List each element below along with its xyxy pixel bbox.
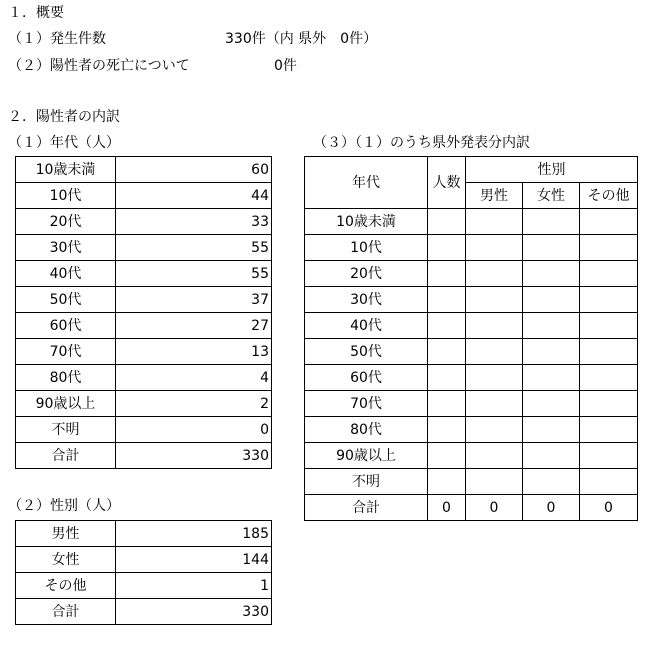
age-table-title: （１）年代（人）	[8, 135, 120, 151]
header-gender: 性別	[466, 157, 638, 183]
table-row	[16, 339, 272, 365]
row-value: 1	[116, 573, 272, 599]
cell-count	[428, 365, 466, 391]
occurrence-value: 330件（内 県外 0件）	[225, 31, 378, 47]
row-label: 女性	[16, 547, 116, 573]
table-row	[16, 365, 272, 391]
table-row	[305, 261, 638, 287]
row-label: その他	[16, 573, 116, 599]
age-table	[15, 156, 272, 469]
deaths-value: 0件	[274, 58, 297, 74]
table-row	[305, 443, 638, 469]
cell-other: 0	[580, 495, 638, 521]
cell-male	[466, 391, 523, 417]
table-row	[16, 313, 272, 339]
table-row	[16, 599, 272, 625]
row-label: 20代	[16, 209, 116, 235]
cell-male	[466, 443, 523, 469]
row-label: 10歳未満	[16, 157, 116, 183]
table-row	[16, 261, 272, 287]
summary-heading: １．概要	[8, 5, 64, 21]
cell-female	[523, 209, 580, 235]
cell-label: 10代	[305, 235, 428, 261]
cell-female	[523, 469, 580, 495]
row-label: 40代	[16, 261, 116, 287]
table-row	[16, 547, 272, 573]
cell-male: 0	[466, 495, 523, 521]
cell-other	[580, 235, 638, 261]
cell-other	[580, 209, 638, 235]
cell-male	[466, 235, 523, 261]
cell-label: 20代	[305, 261, 428, 287]
table-row	[305, 365, 638, 391]
cell-male	[466, 365, 523, 391]
cell-other	[580, 469, 638, 495]
deaths-label: （２）陽性者の死亡について	[8, 58, 190, 74]
row-label: 男性	[16, 521, 116, 547]
row-value: 27	[116, 313, 272, 339]
header-age: 年代	[305, 157, 428, 209]
gender-table-body	[16, 521, 272, 625]
row-value: 4	[116, 365, 272, 391]
row-label: 不明	[16, 417, 116, 443]
row-value: 55	[116, 235, 272, 261]
cell-label: 30代	[305, 287, 428, 313]
cell-female	[523, 313, 580, 339]
gender-table-title: （２）性別（人）	[8, 498, 120, 514]
row-label: 70代	[16, 339, 116, 365]
age-table-body	[16, 157, 272, 469]
cell-label: 80代	[305, 417, 428, 443]
cell-male	[466, 339, 523, 365]
cell-male	[466, 417, 523, 443]
cell-female	[523, 287, 580, 313]
outside-header-row	[305, 157, 638, 183]
table-row	[16, 157, 272, 183]
row-value: 0	[116, 417, 272, 443]
cell-female	[523, 235, 580, 261]
row-value: 13	[116, 339, 272, 365]
row-label: 80代	[16, 365, 116, 391]
cell-female	[523, 339, 580, 365]
table-row	[305, 469, 638, 495]
cell-male	[466, 209, 523, 235]
row-label: 60代	[16, 313, 116, 339]
cell-other	[580, 313, 638, 339]
cell-male	[466, 469, 523, 495]
row-value: 55	[116, 261, 272, 287]
cell-count	[428, 339, 466, 365]
table-row	[305, 209, 638, 235]
row-label: 30代	[16, 235, 116, 261]
row-value: 44	[116, 183, 272, 209]
cell-other	[580, 391, 638, 417]
cell-count	[428, 209, 466, 235]
row-label: 10代	[16, 183, 116, 209]
header-other: その他	[580, 183, 638, 209]
cell-label: 40代	[305, 313, 428, 339]
cell-female	[523, 261, 580, 287]
cell-other	[580, 417, 638, 443]
cell-count	[428, 443, 466, 469]
table-row	[16, 417, 272, 443]
cell-other	[580, 261, 638, 287]
table-row	[305, 417, 638, 443]
cell-count	[428, 261, 466, 287]
row-label: 90歳以上	[16, 391, 116, 417]
row-value: 60	[116, 157, 272, 183]
table-row	[305, 287, 638, 313]
cell-female	[523, 443, 580, 469]
table-row	[16, 391, 272, 417]
table-row	[16, 521, 272, 547]
table-row	[305, 391, 638, 417]
outside-table	[304, 156, 638, 521]
cell-count	[428, 391, 466, 417]
row-value: 185	[116, 521, 272, 547]
row-label: 50代	[16, 287, 116, 313]
cell-female	[523, 365, 580, 391]
cell-male	[466, 313, 523, 339]
cell-female	[523, 417, 580, 443]
table-row	[16, 573, 272, 599]
cell-label: 90歳以上	[305, 443, 428, 469]
cell-other	[580, 339, 638, 365]
cell-count: 0	[428, 495, 466, 521]
cell-label: 50代	[305, 339, 428, 365]
row-value: 144	[116, 547, 272, 573]
header-count: 人数	[428, 157, 466, 209]
row-label: 合計	[16, 443, 116, 469]
table-row	[305, 313, 638, 339]
breakdown-heading: ２．陽性者の内訳	[8, 109, 120, 125]
cell-male	[466, 287, 523, 313]
cell-count	[428, 469, 466, 495]
header-male: 男性	[466, 183, 523, 209]
table-row	[16, 183, 272, 209]
row-value: 33	[116, 209, 272, 235]
cell-count	[428, 287, 466, 313]
header-female: 女性	[523, 183, 580, 209]
row-label: 合計	[16, 599, 116, 625]
row-value: 37	[116, 287, 272, 313]
table-row	[16, 235, 272, 261]
table-row	[305, 235, 638, 261]
cell-female: 0	[523, 495, 580, 521]
table-row	[16, 443, 272, 469]
row-value: 330	[116, 599, 272, 625]
cell-other	[580, 443, 638, 469]
table-row	[305, 495, 638, 521]
cell-label: 不明	[305, 469, 428, 495]
occurrence-label: （１）発生件数	[8, 31, 106, 47]
table-row	[305, 339, 638, 365]
cell-label: 10歳未満	[305, 209, 428, 235]
row-value: 2	[116, 391, 272, 417]
cell-male	[466, 261, 523, 287]
cell-label: 60代	[305, 365, 428, 391]
cell-female	[523, 391, 580, 417]
cell-count	[428, 235, 466, 261]
table-row	[16, 287, 272, 313]
cell-label: 合計	[305, 495, 428, 521]
cell-count	[428, 417, 466, 443]
outside-table-title: （３）（１）のうち県外発表分内訳	[313, 135, 530, 151]
gender-table	[15, 520, 272, 625]
row-value: 330	[116, 443, 272, 469]
cell-count	[428, 313, 466, 339]
cell-other	[580, 287, 638, 313]
cell-other	[580, 365, 638, 391]
cell-label: 70代	[305, 391, 428, 417]
outside-table-body	[305, 157, 638, 521]
table-row	[16, 209, 272, 235]
